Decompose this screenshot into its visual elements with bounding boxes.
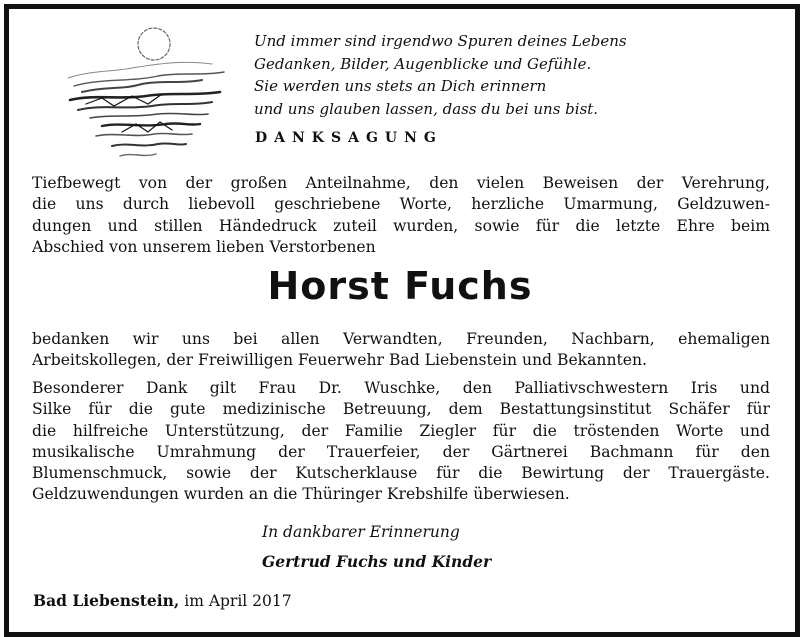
text-line: die uns durch liebevoll geschriebene Worte, herzliche Umarmung, Geldzuwen- xyxy=(32,195,770,214)
text-line: dungen und stillen Händedruck zuteil wurden, sowie für die letzte Ehre beim xyxy=(32,216,770,235)
special-thanks-paragraph xyxy=(32,378,770,506)
text-line: die hilfreiche Unterstützung, der Familie Ziegler für die tröstenden Worte und xyxy=(32,421,770,440)
poem-line: Gedanken, Bilder, Augenblicke und Gefühle. xyxy=(254,54,592,73)
thanks-paragraph xyxy=(32,329,770,372)
poem-line: Und immer sind irgendwo Spuren deines Lebens xyxy=(254,32,627,50)
closing-phrase: In dankbarer Erinnerung xyxy=(262,523,460,541)
text-line: Blumenschmuck, sowie der Kutscherklause für die Bewirtung der Trauergäste. xyxy=(32,464,770,483)
place-date-line xyxy=(33,591,292,610)
place: Bad Liebenstein, xyxy=(33,591,180,610)
deceased-name: Horst Fuchs xyxy=(267,264,533,308)
text-line: musikalische Umrahmung der Trauerfeier, der Gärtnerei Bachmann für den xyxy=(32,442,770,461)
moon-landscape-sketch-icon xyxy=(62,20,232,170)
poem xyxy=(254,30,694,120)
text-line: Abschied von unserem lieben Verstorbenen xyxy=(32,237,376,256)
text-line: bedanken wir uns bei allen Verwandten, Freunden, Nachbarn, ehemaligen xyxy=(32,330,770,348)
intro-paragraph xyxy=(32,173,770,258)
text-line: Geldzuwendungen wurden an die Thüringer Krebshilfe überwiesen. xyxy=(32,485,570,504)
date: im April 2017 xyxy=(184,592,292,610)
poem-line: und uns glauben lassen, dass du bei uns bist. xyxy=(254,99,599,118)
text-line: Besonderer Dank gilt Frau Dr. Wuschke, den Palliativschwestern Iris und xyxy=(32,379,770,397)
signers: Gertrud Fuchs und Kinder xyxy=(262,552,492,571)
text-line: Silke für die gute medizinische Betreuung, dem Bestattungsinstitut Schäfer für xyxy=(32,400,770,419)
text-line: Tiefbewegt von der großen Anteilnahme, den vielen Beweisen der Verehrung, xyxy=(32,174,770,192)
poem-line: Sie werden uns stets an Dich erinnern xyxy=(254,77,547,95)
text-line: Arbeitskollegen, der Freiwilligen Feuerwehr Bad Liebenstein und Bekannten. xyxy=(32,351,648,370)
heading-danksagung: DANKSAGUNG xyxy=(255,130,443,146)
